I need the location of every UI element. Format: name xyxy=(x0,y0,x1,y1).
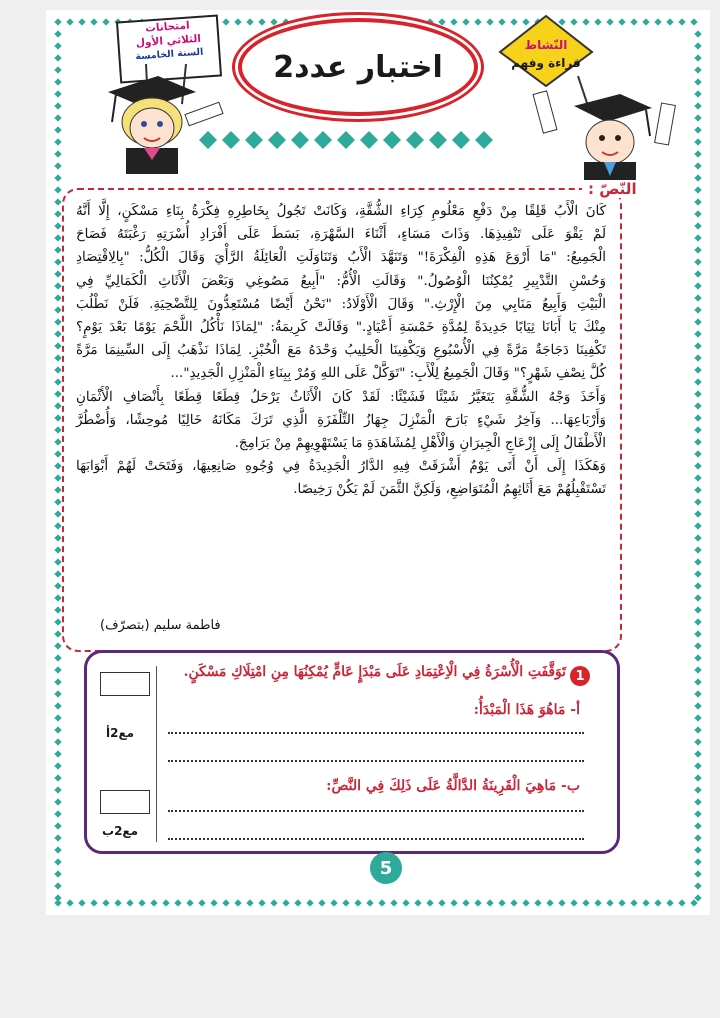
decorative-diamond-row xyxy=(196,125,496,155)
frame-dot xyxy=(66,18,73,25)
frame-dot xyxy=(694,666,701,673)
frame-dot xyxy=(54,642,61,649)
frame-dot xyxy=(694,774,701,781)
frame-dot xyxy=(694,414,701,421)
reading-passage xyxy=(76,200,606,502)
frame-dot xyxy=(654,899,661,906)
passage-line: لَمْ يَقْوَ عَلَى تَنْفِيذِهَا. وَذَاتَ مَسَاءٍ، أَثْنَاءَ السَّهْرَةِ، بَسَطَ عَلَى أَفْرَادِ أُسْرَتِهِ رَغْبَتَهُ فَصَاحَ xyxy=(76,227,606,243)
frame-dot xyxy=(54,546,61,553)
frame-dot xyxy=(354,899,361,906)
frame-dot xyxy=(694,834,701,841)
frame-dot xyxy=(694,30,701,37)
frame-dot xyxy=(282,899,289,906)
frame-dot xyxy=(690,18,697,25)
frame-dot xyxy=(594,899,601,906)
frame-dot xyxy=(594,18,601,25)
diamond-ornament xyxy=(199,131,217,149)
frame-dot xyxy=(414,899,421,906)
frame-dot xyxy=(694,198,701,205)
frame-dot xyxy=(330,899,337,906)
frame-dot xyxy=(694,342,701,349)
frame-dot xyxy=(438,899,445,906)
frame-dot xyxy=(694,174,701,181)
score-box-b[interactable] xyxy=(100,790,150,814)
frame-dot xyxy=(54,822,61,829)
frame-dot xyxy=(694,234,701,241)
frame-dot xyxy=(694,762,701,769)
frame-dot xyxy=(694,294,701,301)
frame-dot xyxy=(522,899,529,906)
frame-dot xyxy=(234,18,241,25)
frame-dot xyxy=(54,702,61,709)
frame-dot xyxy=(54,270,61,277)
frame-dot xyxy=(694,186,701,193)
frame-dot xyxy=(694,270,701,277)
frame-dot xyxy=(694,858,701,865)
frame-dot xyxy=(54,462,61,469)
passage-line: وَأَخَذَ وَجْهُ الشُّقَّةِ يَتَغَيَّرُ شَيْئًا فَشَيْئًا: لَقَدْ كَانَ الْأَثَاثُ يَرْحَلُ قِطَعًا قِطَعًا بِأَنْصَافِ الْأَثْمَانِ xyxy=(76,389,606,405)
frame-dot xyxy=(694,210,701,217)
frame-dot xyxy=(54,858,61,865)
frame-dot xyxy=(54,798,61,805)
frame-dot xyxy=(694,594,701,601)
frame-dot xyxy=(426,18,433,25)
exam-title-oval xyxy=(238,18,478,116)
frame-dot xyxy=(694,786,701,793)
frame-dot xyxy=(66,899,73,906)
frame-dot xyxy=(606,899,613,906)
frame-dot xyxy=(222,899,229,906)
frame-dot xyxy=(486,18,493,25)
passage-line: الْجَمِيعُ: "مَا أَرْوَعَ هَذِهِ الْفِكْرَةَ!" وَتَنَهَّدَ الْأَبُ وَتَنَاوَلَتِ الْعَائِلَةُ الرَّأْيَ وَقَالَ الْكُلُّ: "بِالِاقْتِصَادِ xyxy=(76,250,606,266)
frame-dot xyxy=(54,102,61,109)
frame-dot xyxy=(694,534,701,541)
diamond-ornament xyxy=(337,131,355,149)
frame-dot xyxy=(54,342,61,349)
frame-dot xyxy=(558,899,565,906)
frame-dot xyxy=(694,642,701,649)
question-part-a: أ- مَاهُوَ هَذَا الْمَبْدَأُ: xyxy=(473,702,580,718)
score-box-a[interactable] xyxy=(100,672,150,696)
frame-dot xyxy=(630,899,637,906)
passage-line: مِنْكَ يَا أَبَانَا ثِيَابًا جَدِيدَةً لِمُدَّةِ خَمْسَةِ أَعْيَادٍ." وَقَالَتْ كَرِيمَةُ: "لِمَاذَا نَأْكُلُ اللَّحْمَ يَوْمًا بَعْدَ يَوْمٍ؟ xyxy=(76,320,606,336)
question-part-b: ب- مَاهِيَ الْقَرِينَةُ الدَّالَّةُ عَلَى ذَلِكَ فِي النَّصِّ: xyxy=(326,778,580,794)
frame-dot xyxy=(90,899,97,906)
frame-dot xyxy=(694,162,701,169)
frame-dot xyxy=(54,678,61,685)
frame-dot xyxy=(54,762,61,769)
frame-dot xyxy=(690,899,697,906)
frame-dot xyxy=(54,870,61,877)
frame-dot xyxy=(694,150,701,157)
passage-line: كُلَّ نِصْفِ شَهْرٍ؟" وَقَالَ الْجَمِيعُ لِلْأَبِ: "تَوَكَّلْ عَلَى اللهِ وَمُرْ بِبِنَاءِ الْمَنْزِلِ الْجَدِيدِ"... xyxy=(170,366,606,382)
activity-name: قراءة وفهم xyxy=(511,56,581,70)
frame-dot xyxy=(474,18,481,25)
frame-dot xyxy=(694,258,701,265)
frame-dot xyxy=(534,899,541,906)
frame-dot xyxy=(54,402,61,409)
frame-dot xyxy=(694,882,701,889)
frame-dot xyxy=(54,54,61,61)
frame-dot xyxy=(102,18,109,25)
frame-dot xyxy=(246,18,253,25)
frame-dot xyxy=(694,678,701,685)
frame-dot xyxy=(54,366,61,373)
frame-dot xyxy=(694,558,701,565)
frame-dot xyxy=(694,126,701,133)
frame-dot xyxy=(54,786,61,793)
frame-dot xyxy=(54,18,61,25)
frame-dot xyxy=(694,630,701,637)
frame-dot xyxy=(694,822,701,829)
frame-dot xyxy=(126,899,133,906)
diamond-ornament xyxy=(222,131,240,149)
frame-dot xyxy=(462,899,469,906)
frame-dot xyxy=(694,114,701,121)
criterion-label-a: مع2أ xyxy=(106,726,135,740)
frame-dot xyxy=(54,198,61,205)
diamond-ornament xyxy=(268,131,286,149)
sign-line-grade: السنة الخامسة xyxy=(135,46,204,63)
frame-dot xyxy=(270,18,277,25)
frame-dot xyxy=(694,282,701,289)
frame-dot xyxy=(694,90,701,97)
frame-dot xyxy=(694,522,701,529)
frame-dot xyxy=(318,899,325,906)
frame-dot xyxy=(694,498,701,505)
boy-graduate-illustration xyxy=(530,76,680,186)
frame-dot xyxy=(54,378,61,385)
frame-dot xyxy=(54,222,61,229)
frame-dot xyxy=(450,18,457,25)
frame-dot xyxy=(54,42,61,49)
frame-dot xyxy=(270,899,277,906)
frame-dot xyxy=(694,870,701,877)
frame-dot xyxy=(54,714,61,721)
frame-dot xyxy=(210,899,217,906)
frame-dot xyxy=(54,834,61,841)
frame-dot xyxy=(114,899,121,906)
frame-dot xyxy=(54,438,61,445)
criterion-label-b: مع2ب xyxy=(102,824,139,838)
frame-dot xyxy=(438,18,445,25)
diamond-ornament xyxy=(314,131,332,149)
frame-dot xyxy=(694,402,701,409)
frame-dot xyxy=(694,798,701,805)
frame-dot xyxy=(694,306,701,313)
frame-dot xyxy=(54,114,61,121)
frame-dot xyxy=(694,546,701,553)
frame-dot xyxy=(694,738,701,745)
frame-dot xyxy=(234,899,241,906)
frame-dot xyxy=(54,282,61,289)
frame-dot xyxy=(186,899,193,906)
frame-dot xyxy=(342,899,349,906)
answer-line-a1[interactable] xyxy=(168,732,584,734)
frame-dot xyxy=(54,774,61,781)
frame-dot xyxy=(54,294,61,301)
frame-dot xyxy=(294,899,301,906)
frame-dot xyxy=(54,522,61,529)
frame-dot xyxy=(54,390,61,397)
frame-dot xyxy=(54,210,61,217)
frame-dot xyxy=(654,18,661,25)
frame-dot xyxy=(694,54,701,61)
frame-dot xyxy=(694,486,701,493)
frame-dot xyxy=(462,18,469,25)
frame-dot xyxy=(642,899,649,906)
frame-dot xyxy=(606,18,613,25)
frame-dot xyxy=(694,702,701,709)
frame-dot xyxy=(138,899,145,906)
frame-dot xyxy=(694,366,701,373)
frame-dot xyxy=(54,246,61,253)
frame-dot xyxy=(174,899,181,906)
frame-dot xyxy=(54,894,61,901)
diamond-ornament xyxy=(383,131,401,149)
question-prompt: تَوَقَّفَتِ الْأُسْرَةُ فِي الْاِعْتِمَادِ عَلَى مَبْدَإٍ عَامٍّ يُمْكِنُهَا مِنِ امْتِلَاكِ مَسْكَنٍ. xyxy=(183,664,566,680)
frame-dot xyxy=(694,426,701,433)
frame-dot xyxy=(54,810,61,817)
frame-dot xyxy=(102,899,109,906)
diamond-ornament xyxy=(406,131,424,149)
frame-dot xyxy=(54,510,61,517)
frame-dot xyxy=(546,899,553,906)
frame-dot xyxy=(450,899,457,906)
frame-dot xyxy=(694,66,701,73)
passage-line: وَحُسْنِ التَّدْبِيرِ يُمْكِنُنَا الْوُصُولُ." وَقَالَتِ الْأُمُّ: "أَبِيعُ مَصُوغِي وَبَعْضَ الْأَثَاثِ الْكَمَالِيِّ فِي xyxy=(76,273,606,289)
frame-dot xyxy=(54,186,61,193)
frame-dot xyxy=(54,750,61,757)
frame-dot xyxy=(150,899,157,906)
frame-dot xyxy=(474,899,481,906)
frame-dot xyxy=(54,690,61,697)
diamond-ornament xyxy=(360,131,378,149)
passage-label: النّصّ : xyxy=(582,180,643,198)
frame-dot xyxy=(498,899,505,906)
frame-dot xyxy=(694,654,701,661)
frame-dot xyxy=(54,318,61,325)
frame-dot xyxy=(694,618,701,625)
frame-dot xyxy=(54,882,61,889)
frame-dot xyxy=(282,18,289,25)
frame-dot xyxy=(54,846,61,853)
frame-dot xyxy=(54,66,61,73)
frame-dot xyxy=(54,738,61,745)
frame-dot xyxy=(198,899,205,906)
frame-dot xyxy=(630,18,637,25)
frame-dot xyxy=(54,666,61,673)
passage-line: وَأَرْبَاعِهَا... وَآخِرُ شَيْءٍ بَارَحَ الْمَنْزِلَ جِهَازُ التِّلْفَزَةِ الَّذِي تَرَكَ مَكَانَهُ خَالِيًا مُوحِشًا، وَأُضْطُرَّ xyxy=(76,412,606,428)
frame-dot xyxy=(54,618,61,625)
frame-dot xyxy=(678,899,685,906)
frame-dot xyxy=(54,258,61,265)
girl-graduate-illustration xyxy=(86,64,236,174)
frame-dot xyxy=(694,390,701,397)
frame-dot xyxy=(642,18,649,25)
question-number-badge: 1 xyxy=(570,666,590,686)
frame-dot xyxy=(378,899,385,906)
frame-dot xyxy=(54,582,61,589)
activity-label: النّشاط xyxy=(524,38,568,52)
sign-line-exams: امتحانات xyxy=(144,19,191,35)
frame-dot xyxy=(54,306,61,313)
frame-dot xyxy=(246,899,253,906)
frame-dot xyxy=(54,30,61,37)
frame-dot xyxy=(618,899,625,906)
frame-dot xyxy=(694,726,701,733)
frame-dot xyxy=(78,18,85,25)
frame-dot xyxy=(306,899,313,906)
frame-dot xyxy=(694,846,701,853)
frame-dot xyxy=(54,174,61,181)
frame-dot xyxy=(258,899,265,906)
frame-dot xyxy=(694,570,701,577)
frame-dot xyxy=(666,18,673,25)
frame-dot xyxy=(570,899,577,906)
frame-dot xyxy=(694,690,701,697)
frame-dot xyxy=(54,78,61,85)
frame-dot xyxy=(694,378,701,385)
passage-line: تَسْتَقْبِلُهُمْ مَعَ أَثَاثِهِمُ الْمُتَوَاضِعِ، وَلَكِنَّ الثَّمَنَ لَمْ يَكُنْ رَخِيصًا. xyxy=(293,482,606,498)
frame-dot xyxy=(54,654,61,661)
frame-dot xyxy=(618,18,625,25)
frame-dot xyxy=(54,606,61,613)
frame-dot xyxy=(162,899,169,906)
frame-dot xyxy=(54,138,61,145)
answer-line-b2[interactable] xyxy=(168,838,584,840)
frame-dot xyxy=(486,899,493,906)
frame-dot xyxy=(54,570,61,577)
frame-dot xyxy=(694,246,701,253)
frame-dot xyxy=(694,318,701,325)
frame-dot xyxy=(694,354,701,361)
frame-dot xyxy=(694,582,701,589)
frame-dot xyxy=(694,330,701,337)
diamond-ornament xyxy=(452,131,470,149)
frame-dot xyxy=(694,750,701,757)
sign-line-term: الثلاثي الأول xyxy=(135,32,202,50)
passage-line: تَكْفِينَا دَجَاجَةٌ مَرَّةً فِي الْأُسْبُوعِ وَيَكْفِينَا الْحَلِيبُ وَحْدَهُ مَعَ الْخُبْزِ. لِمَاذَا نَذْهَبُ إِلَى السِّينِمَا مَرَّةً xyxy=(76,343,606,359)
frame-dot xyxy=(54,414,61,421)
frame-dot xyxy=(694,102,701,109)
frame-dot xyxy=(510,899,517,906)
frame-dot xyxy=(54,726,61,733)
frame-dot xyxy=(54,234,61,241)
frame-dot xyxy=(54,90,61,97)
passage-line: الْأَطْفَالُ إِلَى إِزْعَاجِ الْجِيرَانِ وَالْأَهْلِ لِمُشَاهَدَةِ مَا يَسْتَهْوِيهِمْ مِنْ بَرَامِجَ. xyxy=(234,436,606,452)
frame-dot xyxy=(666,899,673,906)
frame-dot xyxy=(694,138,701,145)
passage-line: كَانَ الْأَبُ قَلِقًا مِنْ دَفْعِ مَعْلُومِ كِرَاءِ الشُّقَّةِ، وَكَانَتْ تَجُولُ بِخَاطِرِهِ فِكْرَةُ بِنَاءِ مَسْكَنٍ، إِلَّا أَنَّهُ xyxy=(76,204,606,219)
frame-dot xyxy=(402,899,409,906)
frame-dot xyxy=(54,426,61,433)
frame-dot xyxy=(694,714,701,721)
diamond-ornament xyxy=(429,131,447,149)
question-box xyxy=(84,650,620,854)
frame-dot xyxy=(222,18,229,25)
frame-dot xyxy=(54,162,61,169)
page-number: 5 xyxy=(370,852,402,884)
frame-dot xyxy=(78,899,85,906)
score-column-divider xyxy=(156,666,157,842)
frame-dot xyxy=(366,899,373,906)
frame-dot xyxy=(426,899,433,906)
frame-dot xyxy=(694,450,701,457)
frame-dot xyxy=(694,462,701,469)
frame-dot xyxy=(694,42,701,49)
frame-dot xyxy=(694,606,701,613)
frame-dot xyxy=(54,498,61,505)
passage-line: وَهَكَذَا إِلَى أَنْ أَتَى يَوْمٌ أَشْرَقَتْ فِيهِ الدَّارُ الْجَدِيدَةُ فِي وُجُوهِ صَانِعِيهَا، وَفَتَحَتْ لَهُمْ أَبْوَابَهَا xyxy=(76,459,606,475)
frame-dot xyxy=(54,558,61,565)
answer-line-b1[interactable] xyxy=(168,810,584,812)
frame-dot xyxy=(90,18,97,25)
frame-dot xyxy=(694,474,701,481)
answer-line-a2[interactable] xyxy=(168,760,584,762)
frame-dot xyxy=(694,222,701,229)
frame-dot xyxy=(390,899,397,906)
passage-author: فاطمة سليم (بتصرّف) xyxy=(100,618,221,633)
frame-dot xyxy=(54,354,61,361)
frame-dot xyxy=(54,150,61,157)
frame-dot xyxy=(54,630,61,637)
frame-dot xyxy=(54,594,61,601)
frame-dot xyxy=(258,18,265,25)
frame-dot xyxy=(54,330,61,337)
frame-dot xyxy=(694,438,701,445)
frame-dot xyxy=(54,486,61,493)
frame-dot xyxy=(694,810,701,817)
diamond-ornament xyxy=(475,131,493,149)
frame-dot xyxy=(694,510,701,517)
frame-dot xyxy=(694,78,701,85)
frame-dot xyxy=(54,534,61,541)
frame-dot xyxy=(582,899,589,906)
exam-title: اختبار عدد2 xyxy=(273,49,443,85)
diamond-ornament xyxy=(291,131,309,149)
frame-dot xyxy=(678,18,685,25)
frame-dot xyxy=(694,894,701,901)
frame-dot xyxy=(54,450,61,457)
frame-dot xyxy=(54,474,61,481)
passage-line: الْبَيْتِ وَأَبِيعُ مَنَابِي مِنَ الْإِرْثِ." وَقَالَ الْأَوْلَادُ: "نَحْنُ أَيْضًا مُسْتَعِدُّونَ لِلتَّضْحِيَةِ. فَلَنْ نَطْلُبَ xyxy=(76,296,606,312)
diamond-ornament xyxy=(245,131,263,149)
frame-dot xyxy=(54,126,61,133)
